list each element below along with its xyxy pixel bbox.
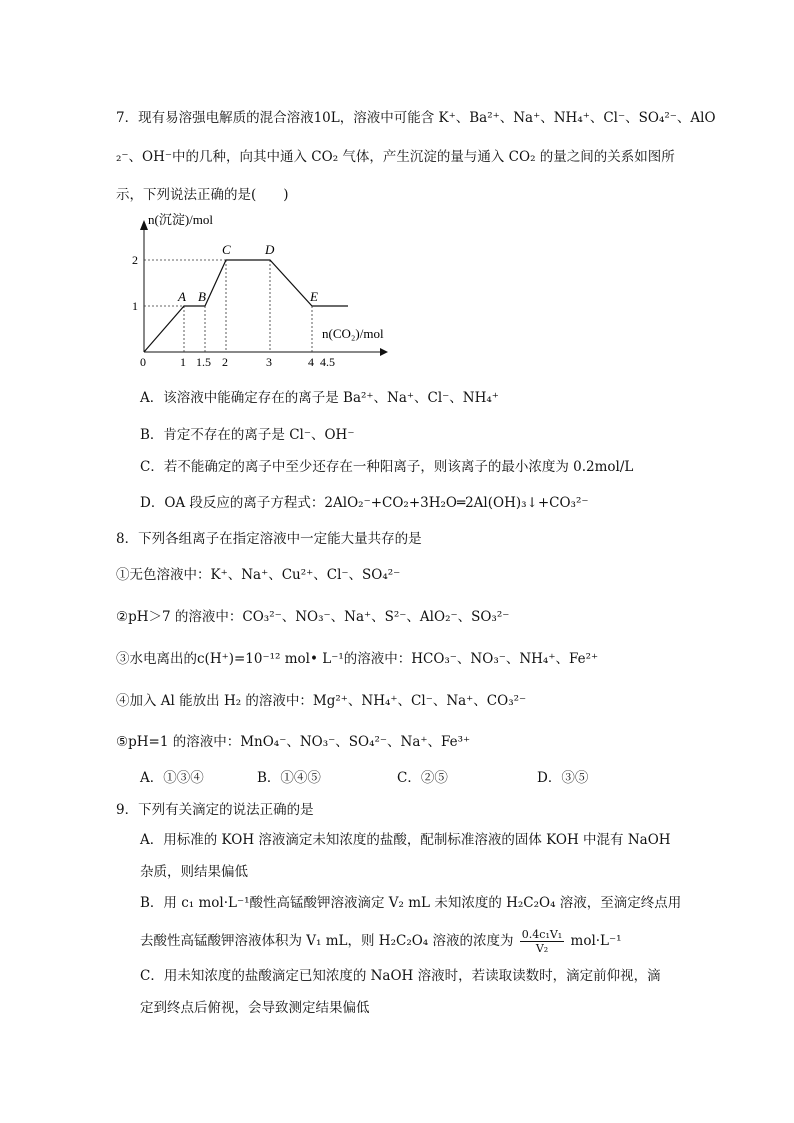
x-axis-label: n(CO₂)/mol — [322, 326, 384, 341]
q8-option-a: A．①③④ — [140, 770, 204, 786]
concentration-fraction — [520, 928, 564, 955]
y-tick-2: 2 — [132, 253, 138, 267]
point-c-label: C — [222, 242, 231, 257]
x-tick-3: 3 — [266, 355, 272, 369]
q8-option-d: D．③⑤ — [537, 770, 589, 786]
precipitate-co2-graph — [130, 210, 400, 375]
q9-option-c-line1: C．用未知浓度的盐酸滴定已知浓度的 NaOH 溶液时，若读取读数时，滴定前仰视，滴 — [140, 968, 661, 984]
x-tick-1-5: 1.5 — [196, 355, 211, 369]
fraction-numerator: 0.4c₁V₁ — [521, 928, 563, 941]
point-a-label: A — [178, 289, 186, 304]
q8-item-1: ①无色溶液中：K⁺、Na⁺、Cu²⁺、Cl⁻、SO₄²⁻ — [116, 567, 401, 583]
x-tick-4: 4 — [308, 355, 314, 369]
point-d-label: D — [265, 242, 275, 257]
point-b-label: B — [198, 289, 206, 304]
x-axis-arrow — [380, 348, 388, 356]
point-e-label: E — [310, 289, 318, 304]
q9-option-a-line2: 杂质，则结果偏低 — [140, 864, 248, 880]
x-tick-4-5: 4.5 — [320, 355, 335, 369]
q7-stem-line2: ₂⁻、OH⁻中的几种，向其中通入 CO₂ 气体，产生沉淀的量与通入 CO₂ 的量之间的关系如图所 — [116, 149, 675, 165]
q9-option-b-unit: mol·L⁻¹ — [570, 933, 622, 949]
q7-option-b: B．肯定不存在的离子是 Cl⁻、OH⁻ — [140, 427, 355, 443]
q8-item-3: ③水电离出的c(H⁺)=10⁻¹² mol• L⁻¹的溶液中：HCO₃⁻、NO₃⁻、NH₄⁺、Fe²⁺ — [116, 651, 599, 667]
fraction-denominator: V₂ — [535, 942, 549, 955]
q8-item-5: ⑤pH=1 的溶液中：MnO₄⁻、NO₃⁻、SO₄²⁻、Na⁺、Fe³⁺ — [116, 734, 471, 750]
q8-option-b: B．①④⑤ — [257, 770, 321, 786]
x-tick-1: 1 — [180, 355, 186, 369]
q7-option-d: D．OA 段反应的离子方程式：2AlO₂⁻+CO₂+3H₂O═2Al(OH)₃↓+CO₃²⁻ — [140, 495, 589, 511]
q8-stem: 8．下列各组离子在指定溶液中一定能大量共存的是 — [116, 531, 422, 547]
q9-option-c-line2: 定到终点后俯视，会导致测定结果偏低 — [140, 1000, 370, 1016]
q8-item-4: ④加入 Al 能放出 H₂ 的溶液中：Mg²⁺、NH₄⁺、Cl⁻、Na⁺、CO₃²⁻ — [116, 693, 527, 709]
q9-option-b-line1: B．用 c₁ mol·L⁻¹酸性高锰酸钾溶液滴定 V₂ mL 未知浓度的 H₂C₂O₄ 溶液，至滴定终点用 — [140, 895, 682, 911]
q7-option-a: A．该溶液中能确定存在的离子是 Ba²⁺、Na⁺、Cl⁻、NH₄⁺ — [140, 390, 499, 406]
q7-stem-line1: 7．现有易溶强电解质的混合溶液10L，溶液中可能含 K⁺、Ba²⁺、Na⁺、NH₄⁺、Cl⁻、SO₄²⁻、AlO — [116, 110, 716, 126]
guide-lines — [144, 260, 312, 352]
q7-stem-line3: 示，下列说法正确的是( ) — [116, 187, 289, 203]
q8-option-c: C．②⑤ — [397, 770, 448, 786]
x-tick-2: 2 — [222, 355, 228, 369]
y-tick-1: 1 — [132, 299, 138, 313]
x-tick-0: 0 — [140, 355, 146, 369]
q9-option-b-line2 — [140, 928, 622, 955]
q9-option-b-text: 去酸性高锰酸钾溶液体积为 V₁ mL，则 H₂C₂O₄ 溶液的浓度为 — [140, 933, 514, 949]
y-axis-label: n(沉淀)/mol — [148, 212, 213, 227]
q9-stem: 9．下列有关滴定的说法正确的是 — [116, 802, 314, 818]
q8-item-2: ②pH＞7 的溶液中：CO₃²⁻、NO₃⁻、Na⁺、S²⁻、AlO₂⁻、SO₃²⁻ — [116, 609, 510, 625]
precipitate-curve — [144, 260, 348, 352]
q7-option-c: C．若不能确定的离子中至少还存在一种阳离子，则该离子的最小浓度为 0.2mol/L — [140, 459, 634, 475]
y-axis-arrow — [140, 220, 148, 230]
q9-option-a-line1: A．用标准的 KOH 溶液滴定未知浓度的盐酸，配制标准溶液的固体 KOH 中混有 NaOH — [140, 832, 671, 848]
